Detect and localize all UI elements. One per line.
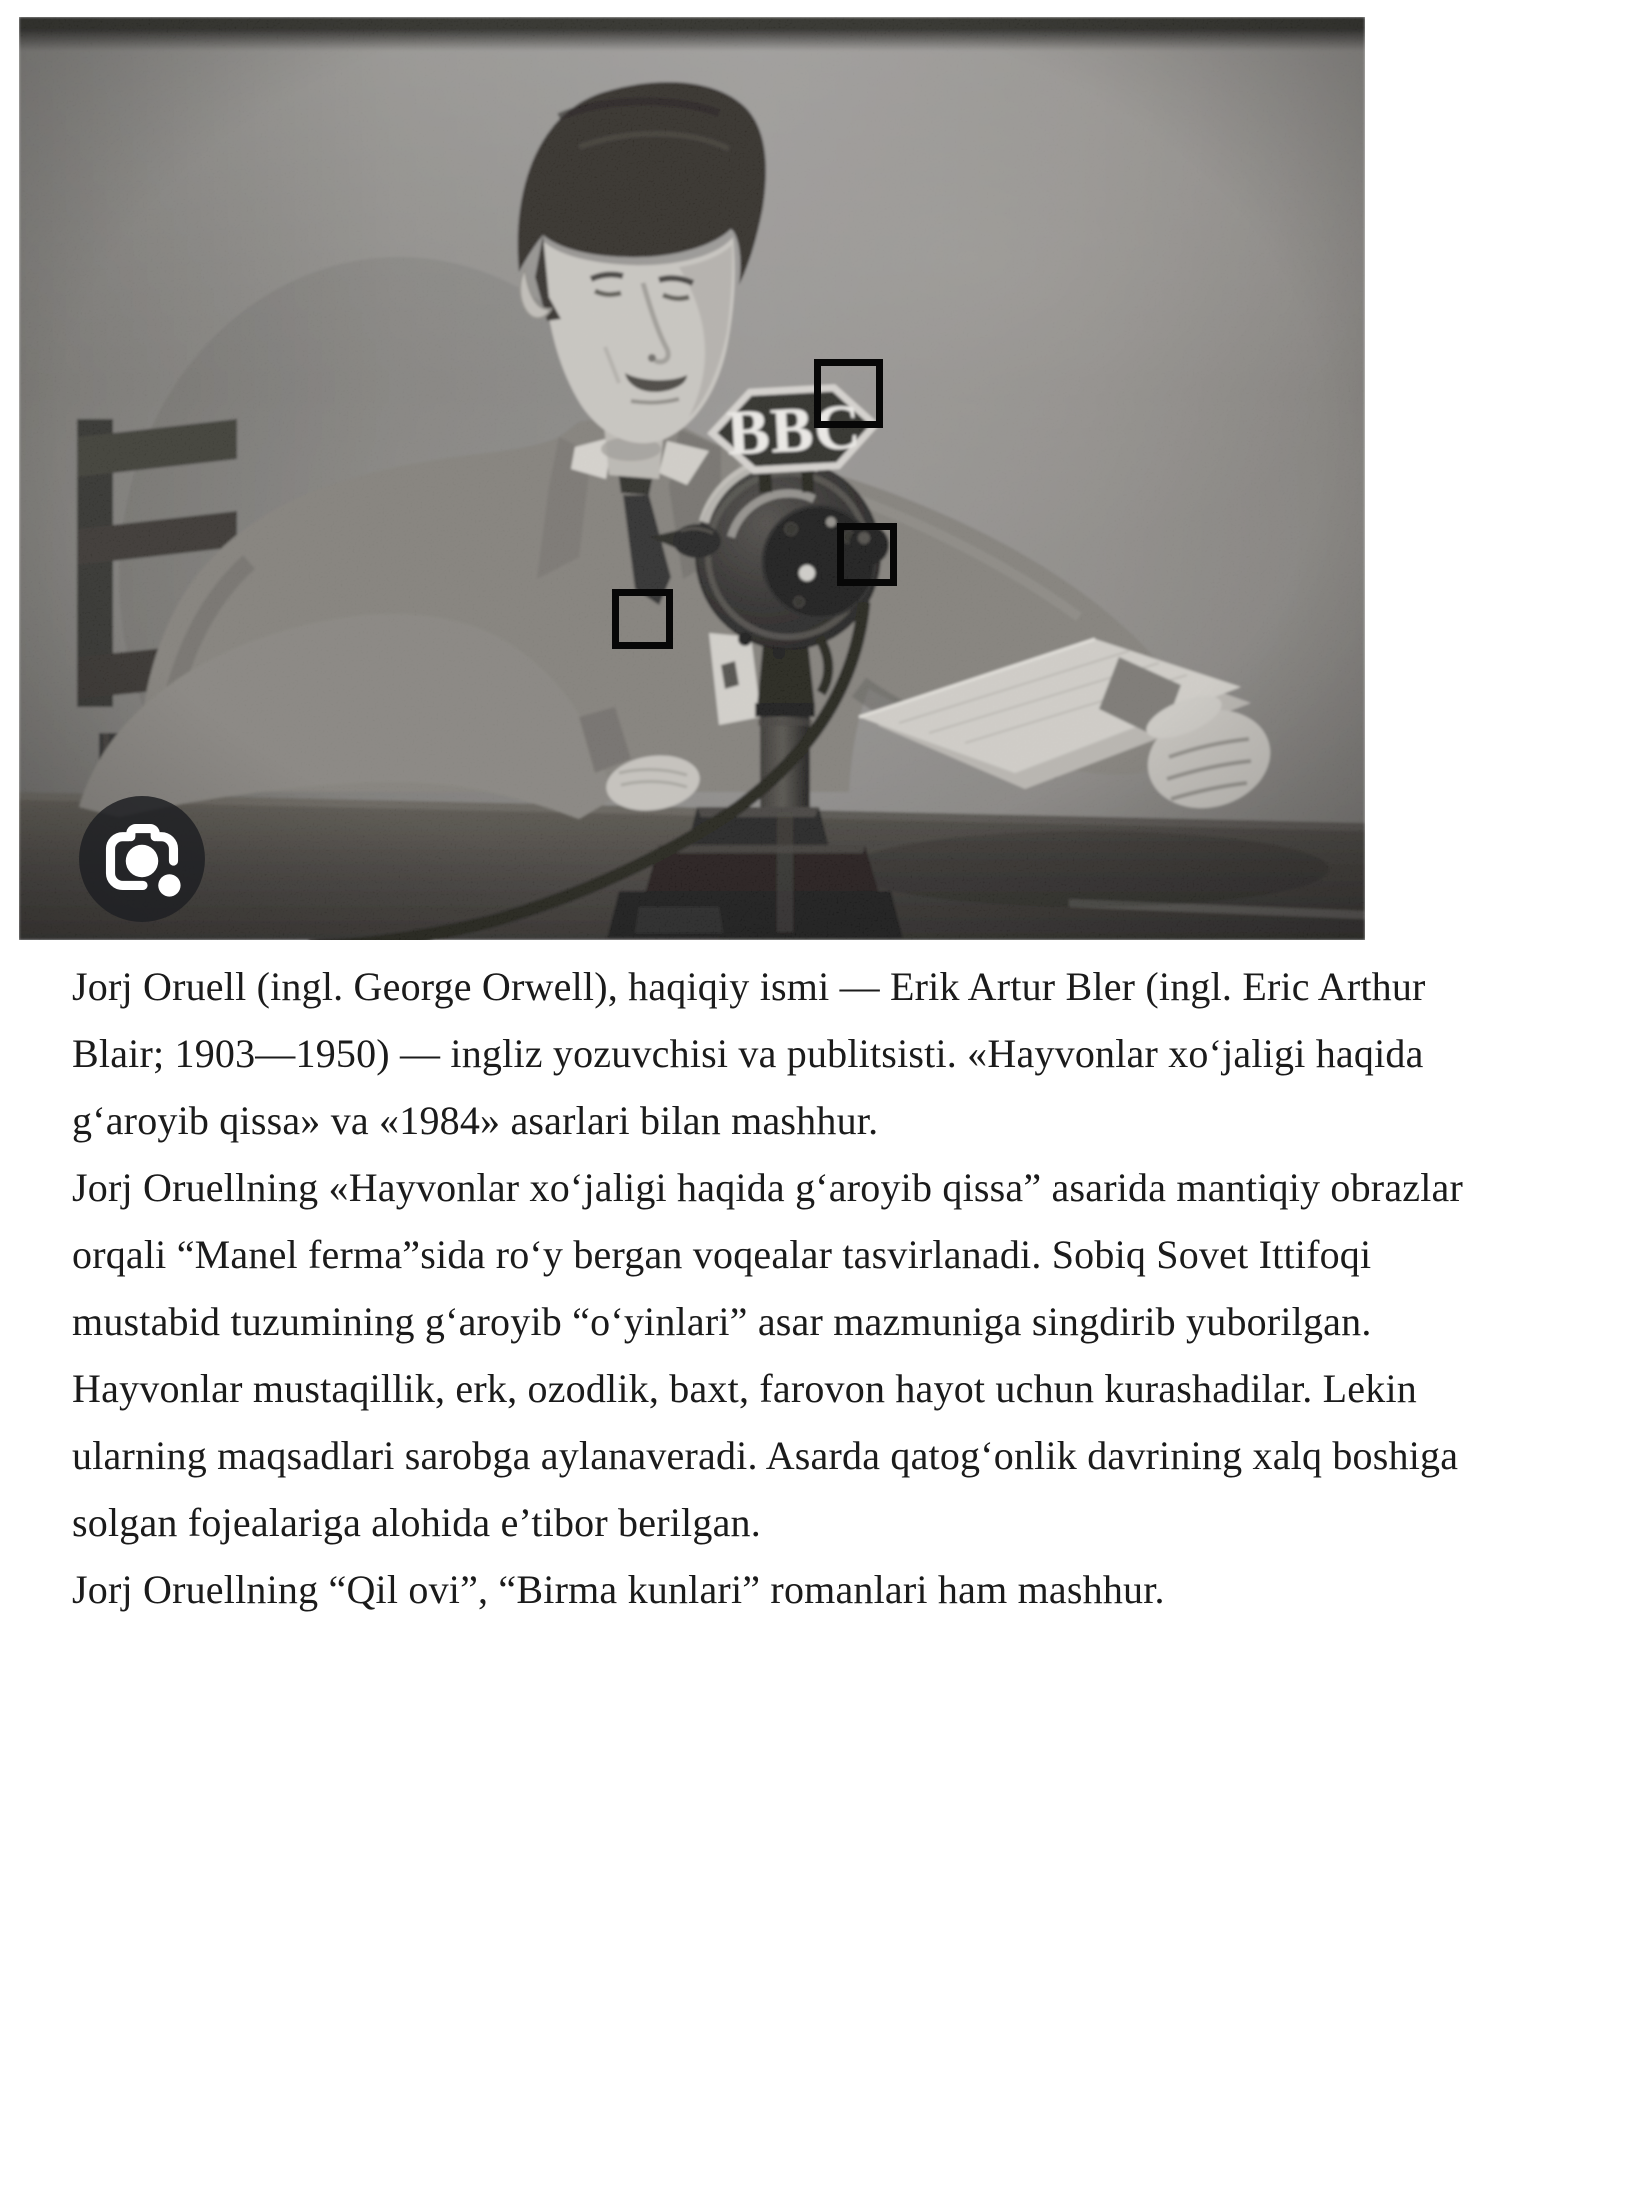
article-text bbox=[72, 953, 1602, 1623]
text-line: mustabid tuzumining g‘aroyib “o‘yinlari” asar mazmuniga singdirib yuborilgan. bbox=[72, 1299, 1372, 1344]
google-lens-button[interactable] bbox=[77, 794, 207, 924]
text-line: ularning maqsadlari sarobga aylanaveradi. Asarda qatog‘onlik davrining xalq boshiga bbox=[72, 1433, 1459, 1478]
orwell-bbc-photo[interactable] bbox=[19, 17, 1365, 940]
paragraph-other-novels bbox=[72, 1556, 1602, 1623]
paragraph-bio bbox=[72, 953, 1602, 1154]
paragraph-animal-farm bbox=[72, 1154, 1602, 1556]
text-line: Blair; 1903—1950) — ingliz yozuvchisi va publitsisti. «Hayvonlar xo‘jaligi haqida bbox=[72, 1031, 1424, 1076]
vignette-overlay bbox=[19, 17, 1365, 940]
text-line: g‘aroyib qissa» va «1984» asarlari bilan mashhur. bbox=[72, 1098, 879, 1143]
text-line: solgan fojealariga alohida e’tibor berilgan. bbox=[72, 1500, 761, 1545]
text-line: Jorj Oruell (ingl. George Orwell), haqiqiy ismi — Erik Artur Bler (ingl. Eric Arthur bbox=[72, 964, 1426, 1009]
photo-scene bbox=[19, 17, 1365, 940]
google-lens-camera-icon bbox=[77, 794, 207, 924]
text-line: Jorj Oruellning «Hayvonlar xo‘jaligi haqida g‘aroyib qissa” asarida mantiqiy obrazlar bbox=[72, 1165, 1464, 1210]
text-line: Hayvonlar mustaqillik, erk, ozodlik, baxt, farovon hayot uchun kurashadilar. Lekin bbox=[72, 1366, 1417, 1411]
text-line: orqali “Manel ferma”sida ro‘y bergan voqealar tasvirlanadi. Sobiq Sovet Ittifoqi bbox=[72, 1232, 1372, 1277]
text-line: Jorj Oruellning “Qil ovi”, “Birma kunlari” romanlari ham mashhur. bbox=[72, 1567, 1165, 1612]
